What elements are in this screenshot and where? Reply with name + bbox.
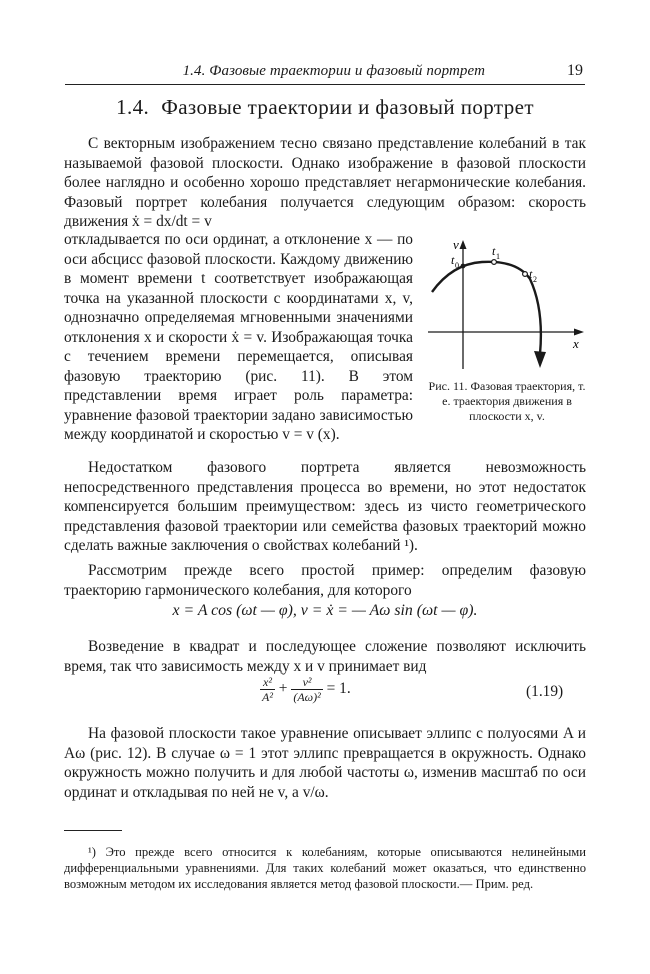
label-t0: t [451, 253, 455, 267]
x-axis-arrow [574, 329, 584, 336]
fraction-1-denominator: A² [262, 690, 273, 704]
formula-harmonic [0, 602, 650, 620]
v-axis-arrow [460, 240, 467, 249]
page-number: 19 [567, 62, 583, 79]
fraction-2-numerator: v² [291, 675, 322, 690]
formula-harmonic-text: x = A cos (ωt — φ), v = ẋ = — Aω sin (ωt — φ). [172, 602, 478, 619]
figure-caption: Рис. 11. Фазовая траектория, т. е. траектория движения в плоскости x, v. [428, 379, 586, 423]
fraction-2-denominator: (Aω)² [293, 690, 321, 704]
label-t2-sub: 2 [533, 275, 537, 284]
fraction-2 [291, 675, 322, 704]
section-title [0, 95, 650, 120]
paragraph-3-text: Рассмотрим прежде всего простой пример: определим фазовую траекторию гармонического колебания, для которого [64, 562, 586, 599]
paragraph-4 [64, 637, 586, 676]
label-t2: t [529, 267, 533, 281]
x-axis-label: x [573, 336, 579, 351]
running-head-title: 1.4. Фазовые траектории и фазовый портрет [182, 63, 485, 79]
equation-number: (1.19) [526, 683, 564, 700]
paragraph-5-text: На фазовой плоскости такое уравнение описывает эллипс с полуосями A и Aω (рис. 12). В случае ω = 1 этот эллипс превращается в окружность. Однако окружность можно получить и для любой частоты ω, изменив масштаб по оси ординат и откладывая по ней не v, а v/ω. [64, 725, 586, 801]
equals-one: = 1. [326, 680, 351, 698]
paragraph-2 [64, 458, 586, 556]
point-t2 [523, 272, 528, 277]
v-axis-label: v [453, 237, 459, 252]
paragraph-1-wrapped [64, 230, 413, 445]
point-t0 [461, 264, 466, 269]
section-number: 1.4. [116, 95, 150, 119]
phase-trajectory-figure [422, 234, 588, 374]
fraction-1 [260, 675, 275, 704]
paragraph-1 [64, 134, 586, 232]
paragraph-3 [64, 561, 586, 600]
paragraph-2-text: Недостатком фазового портрета является невозможность непосредственного представления процесса во времени, но этот недостаток компенсируется большим преимуществом: здесь из чисто геометрического представления фазовой траектории или семейства фазовых траекторий можно сделать важные заключения о свойствах колебаний ¹). [64, 459, 586, 554]
paragraph-1-wrapped-text: откладывается по оси ординат, а отклонение x — по оси абсцисс фазовой плоскости. Каждому движению в момент времени t соответствует изображающая точка на указанной плоскости с координатами x, v, однозначно определяемая мгновенными значениями отклонения x и скорости ẋ = v. Изображающая точка с течением времени перемещается, описывая фазовую траекторию (рис. 11). В этом представлении время играет роль параметра: уравнение фазовой траектории задано зависимостью между координатой и скоростью v = v (x). [64, 231, 413, 443]
plus-sign: + [278, 680, 288, 698]
label-t1: t [492, 244, 496, 258]
formula-ellipse [260, 675, 351, 715]
trajectory-arrow [534, 351, 546, 368]
section-title-text: Фазовые траектории и фазовый портрет [161, 95, 534, 119]
paragraph-5 [64, 724, 586, 802]
footnote-rule [64, 830, 122, 831]
running-head [65, 62, 585, 85]
paragraph-4-text: Возведение в квадрат и последующее сложение позволяют исключить время, так что зависимость между x и v принимает вид [64, 638, 586, 675]
footnote-text: ¹) Это прежде всего относится к колебаниям, которые описываются нелинейными дифференциальными уравнениями. Для таких колебаний может оказаться, что единственно возможным методом их исследования является метод фазовой плоскости.— Прим. ред. [64, 845, 586, 891]
label-t0-sub: 0 [455, 261, 459, 270]
label-t1-sub: 1 [496, 252, 500, 261]
paragraph-1-text: С векторным изображением тесно связано представление колебаний в так называемой фазовой плоскости. Однако изображение в фазовой плоскости более наглядно и особенно хорошо представляет негармонические колебания. Фазовый портрет колебания получается следующим образом: скорость движения ẋ = dx/dt = v [64, 135, 586, 230]
footnote [64, 844, 586, 892]
fraction-1-numerator: x² [260, 675, 275, 690]
